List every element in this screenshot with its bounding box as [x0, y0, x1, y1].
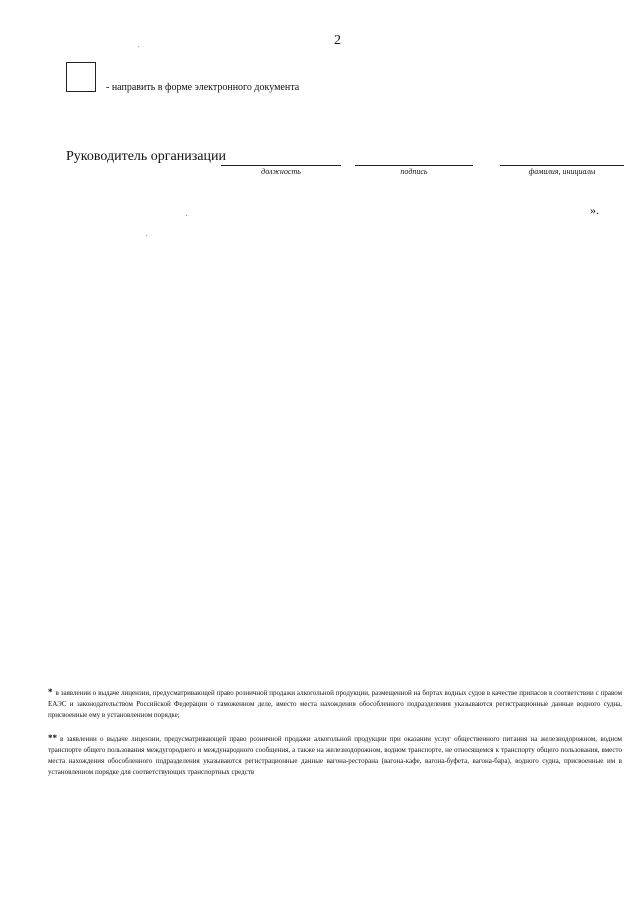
footnote-2-mark: **: [48, 733, 57, 743]
position-caption: должность: [261, 167, 301, 176]
footnote-1: [48, 687, 622, 721]
scan-speck: [146, 235, 147, 236]
scan-speck: [186, 215, 187, 216]
footnote-1-text: в заявлении о выдаче лицензии, предусматривающей право розничной продажи алкогольной продукции, размещенной на бортах водных судов в качестве припасов в соответствии с правом ЕАЭС и законодательством Российской Федерации о таможенном деле, вместо места нахождения обособленного подразделения указываются регистрационные данные водного судна, присвоенные ему в установленном порядке;: [48, 689, 622, 719]
name-initials-line: [500, 165, 624, 166]
electronic-document-label: - направить в форме электронного документа: [106, 82, 300, 93]
position-line: [221, 165, 341, 166]
electronic-document-checkbox[interactable]: [66, 62, 96, 92]
name-initials-caption: фамилия, инициалы: [528, 167, 596, 176]
head-of-organization-label: Руководитель организации: [66, 149, 226, 164]
page-number: 2: [334, 33, 341, 48]
footnote-1-mark: *: [48, 687, 53, 697]
footnote-2: [48, 733, 622, 778]
closing-quote: ».: [590, 203, 599, 217]
scan-speck: [138, 46, 139, 47]
signature-caption: подпись: [400, 167, 428, 176]
signature-line: [355, 165, 473, 166]
footnote-2-text: в заявлении о выдаче лицензии, предусматривающей право розничной продажи алкогольной продукции при оказании услуг общественного питания на железнодорожном, водном транспорте общего пользования междугороднего и международного сообщения, а также на железнодорожном, водном транспорте, не относящемся к транспорту общего пользования, вместо места нахождения обособленного подразделения указываются регистрационные данные вагона-ресторана (вагона-кафе, вагона-буфета, вагона-бара), водного судна, присвоенные им в установленном порядке для соответствующих транспортных средств: [48, 735, 622, 776]
